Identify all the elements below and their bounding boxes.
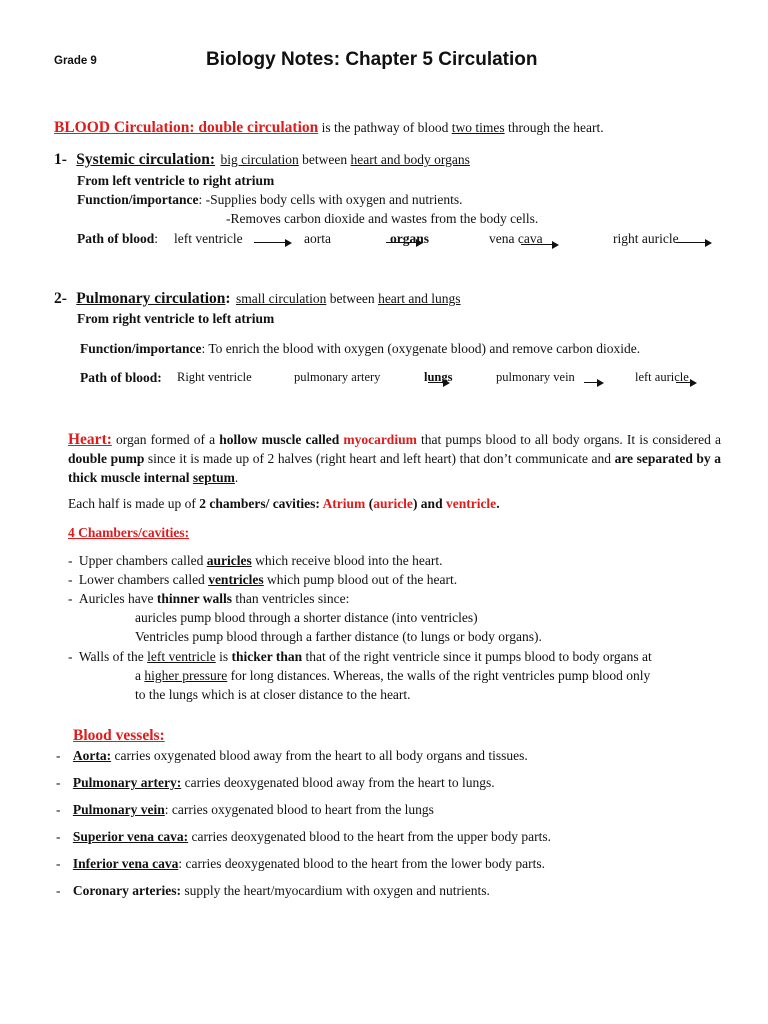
halves-chambers: 2 chambers/ cavities: [199, 496, 323, 511]
chamber-thinner-walls: thinner walls [156, 591, 232, 606]
systemic-from: From left ventricle to right atrium [77, 173, 275, 188]
pulmonary-path-step-5: left auricle [635, 370, 689, 384]
chamber-text: that of the right ventricle since it pumps blood to body organs at [302, 649, 652, 664]
halves-text: . [496, 496, 500, 511]
chamber-bullet-4 [68, 649, 652, 665]
systemic-path [77, 231, 158, 247]
heart-paragraph [68, 430, 721, 487]
pulmonary-path-step-4: pulmonary vein [496, 370, 575, 384]
vessel-name: Aorta: [72, 748, 112, 763]
chamber-bullet-3 [68, 591, 349, 607]
arrow-icon [584, 378, 604, 388]
chamber-text: which pump blood out of the heart. [263, 572, 458, 587]
bullet-dash: - [68, 572, 73, 587]
vessel-desc: : carries oxygenated blood to heart from the lungs [164, 802, 434, 817]
heart-text-separated: are separated by a thick muscle internal [68, 451, 721, 485]
intro-text: is the pathway of blood [318, 120, 452, 135]
heart-text: since it is made up of 2 halves (right heart and left heart) that don’t communicate and [144, 451, 615, 466]
pulmonary-function-label: Function/importance [80, 341, 202, 356]
halves-text: Each half is made up of [68, 496, 200, 511]
vessel-item-aorta [56, 748, 528, 764]
pulmonary-path-step-1: Right ventricle [177, 370, 252, 384]
systemic-desc-big: big circulation [220, 152, 299, 167]
pulmonary-number: 2- [54, 290, 67, 307]
chamber-text: Auricles have [78, 591, 157, 606]
vessel-item-pulmonary-artery [56, 775, 495, 791]
systemic-function-label: Function/importance [77, 192, 199, 207]
systemic-function-2: -Removes carbon dioxide and wastes from the body cells. [226, 211, 539, 226]
page-title: Biology Notes: Chapter 5 Circulation [206, 49, 538, 70]
chamber-auricles: auricles [206, 553, 252, 568]
halves-ventricle: ventricle [445, 496, 497, 511]
halves-atrium: Atrium [322, 496, 366, 511]
bullet-dash: - [68, 649, 73, 664]
systemic-desc-between: between [298, 152, 351, 167]
chamber-text: a [135, 668, 145, 683]
chamber-bullet-4-line-3: to the lungs which is at closer distance to the heart. [135, 687, 411, 702]
pulmonary-heading-line [54, 290, 461, 308]
bullet-dash: - [56, 883, 61, 898]
chamber-text: Walls of the [78, 649, 148, 664]
pulmonary-heading: Pulmonary circulation [76, 290, 226, 307]
vessel-desc: supply the heart/myocardium with oxygen and nutrients. [180, 883, 490, 898]
vessels-heading: Blood vessels: [73, 727, 165, 744]
chamber-bullet-4-line-2 [135, 668, 650, 684]
chamber-thicker: thicker than [231, 649, 303, 664]
vessel-desc: carries deoxygenated blood away from the heart to lungs. [181, 775, 495, 790]
pulmonary-path-step-2: pulmonary artery [294, 370, 381, 384]
heart-text-septum: septum [192, 470, 235, 485]
chambers-heading: 4 Chambers/cavities: [68, 525, 190, 540]
heart-text-hollow: hollow muscle called [219, 432, 344, 447]
intro-emph: two times [451, 120, 505, 135]
bullet-dash: - [56, 829, 61, 844]
heart-heading: Heart: [68, 431, 112, 448]
chamber-higher-pressure: higher pressure [144, 668, 228, 683]
vessel-desc: carries deoxygenated blood to the heart from the upper body parts. [188, 829, 552, 844]
heart-halves-line [68, 496, 500, 512]
bullet-dash: - [56, 748, 61, 763]
vessel-item-coronary-arteries [56, 883, 490, 899]
systemic-function-text-1: : -Supplies body cells with oxygen and nutrients. [198, 192, 463, 207]
grade-label: Grade 9 [54, 55, 97, 67]
chamber-bullet-1 [68, 553, 443, 569]
bullet-dash: - [68, 591, 73, 606]
halves-text: ) and [412, 496, 446, 511]
halves-auricle: auricle [373, 496, 413, 511]
pulmonary-from: From right ventricle to left atrium [77, 311, 275, 326]
chamber-text: for long distances. Whereas, the walls of the right ventricles pump blood only [227, 668, 651, 683]
chamber-bullet-2 [68, 572, 457, 588]
bullet-dash: - [68, 553, 73, 568]
intro-heading: BLOOD Circulation: double circulation [54, 119, 319, 136]
vessel-name: Inferior vena cava [72, 856, 179, 871]
vessel-item-superior-vena-cava [56, 829, 551, 845]
vessel-name: Pulmonary vein [72, 802, 165, 817]
systemic-number: 1- [54, 151, 67, 168]
heart-text: . [234, 470, 239, 485]
vessel-desc: : carries deoxygenated blood to the heart from the lower body parts. [178, 856, 545, 871]
bullet-dash: - [56, 775, 61, 790]
pulmonary-function-text: : To enrich the blood with oxygen (oxygenate blood) and remove carbon dioxide. [201, 341, 641, 356]
pulmonary-desc-small: small circulation [235, 291, 327, 306]
arrow-icon [676, 238, 712, 248]
systemic-path-step-1: left ventricle [174, 231, 243, 246]
vessel-name: Coronary arteries: [72, 883, 181, 898]
chamber-text: is [215, 649, 232, 664]
pulmonary-desc-between: between [326, 291, 379, 306]
systemic-path-label: Path of blood [77, 231, 155, 246]
heart-text: that pumps blood to all body organs. It is considered a [416, 432, 721, 447]
intro-text-end: through the heart. [504, 120, 604, 135]
bullet-dash: - [56, 856, 61, 871]
chamber-sub-2: Ventricles pump blood through a farther distance (to lungs or body organs). [135, 629, 542, 644]
systemic-heading: Systemic circulation: [76, 151, 216, 168]
chamber-text: Lower chambers called [78, 572, 209, 587]
heart-text-double-pump: double pump [68, 451, 145, 466]
chamber-sub-1: auricles pump blood through a shorter distance (into ventricles) [135, 610, 478, 625]
vessel-desc: carries oxygenated blood away from the heart to all body organs and tissues. [111, 748, 528, 763]
pulmonary-colon: : [225, 290, 231, 307]
vessel-item-inferior-vena-cava [56, 856, 545, 872]
chamber-ventricles: ventricles [208, 572, 264, 587]
arrow-icon [254, 238, 292, 248]
vessel-name: Superior vena cava: [72, 829, 189, 844]
pulmonary-function [80, 341, 640, 357]
bullet-dash: - [56, 802, 61, 817]
systemic-path-colon: : [154, 231, 159, 246]
systemic-function-1 [77, 192, 462, 208]
vessel-item-pulmonary-vein [56, 802, 434, 818]
chamber-left-ventricle: left ventricle [147, 649, 216, 664]
halves-text: ( [365, 496, 374, 511]
systemic-path-step-3: organs [390, 231, 430, 246]
chamber-text: Upper chambers called [78, 553, 207, 568]
systemic-path-step-4: vena cava [489, 231, 543, 246]
systemic-path-step-5: right auricle [613, 231, 679, 246]
systemic-desc-organs: heart and body organs [350, 152, 470, 167]
pulmonary-path-label: Path of blood: [80, 370, 162, 385]
systemic-path-step-2: aorta [304, 231, 331, 246]
chamber-text: than ventricles since: [231, 591, 350, 606]
pulmonary-desc-lungs: heart and lungs [378, 291, 461, 306]
heart-text-myocardium: myocardium [343, 432, 417, 447]
vessel-name: Pulmonary artery: [72, 775, 182, 790]
chamber-text: which receive blood into the heart. [251, 553, 443, 568]
intro-line [54, 119, 604, 137]
pulmonary-path-step-3: lungs [424, 370, 453, 384]
heart-text: organ formed of a [111, 432, 220, 447]
systemic-heading-line [54, 151, 470, 169]
